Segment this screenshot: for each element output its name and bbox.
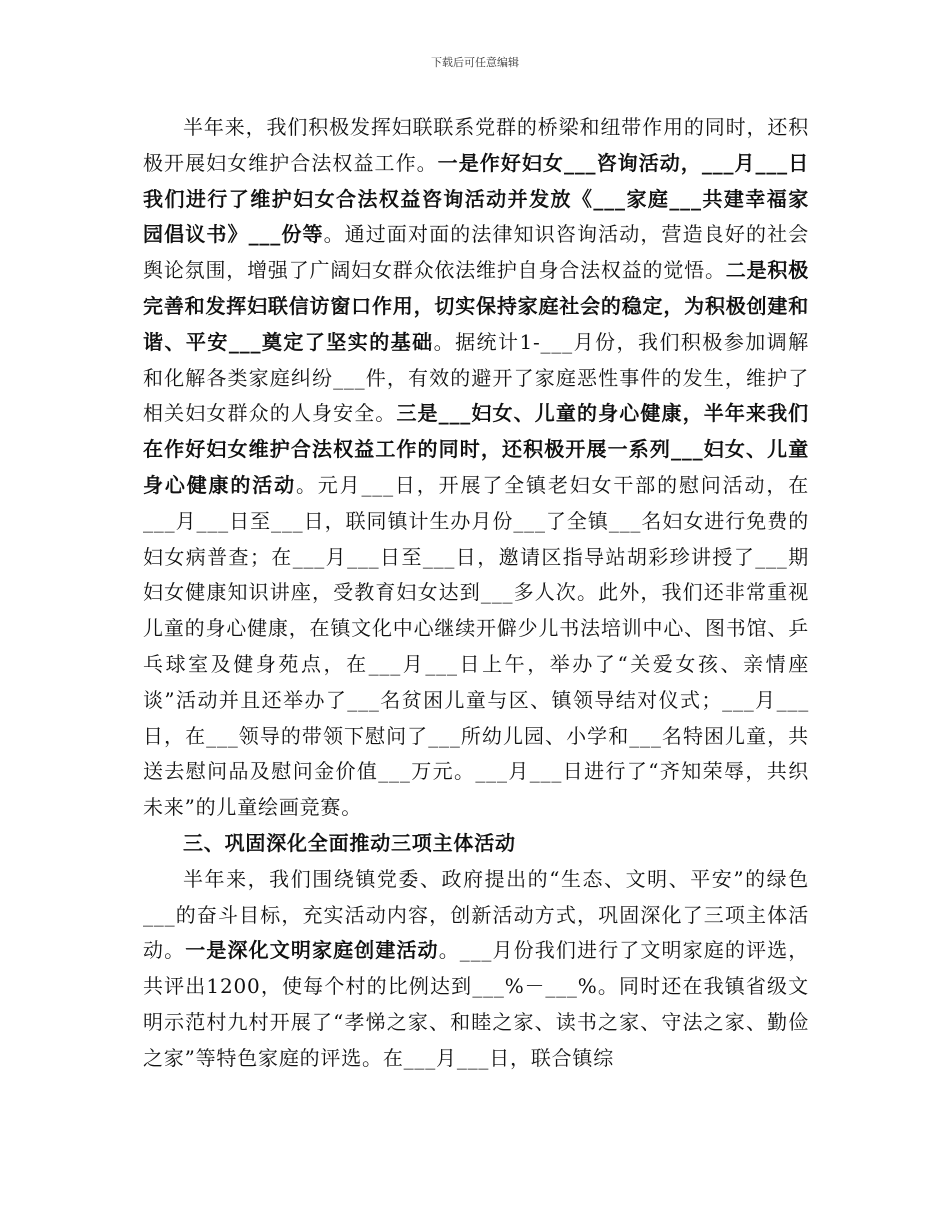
bold-point-one: 一是深化文明家庭创建活动 [185,938,439,963]
text-segment: 。___月份我们进行了文明家庭的评选，共评出1200，使每个村的比例达到___%－___%。同时还在我镇省级文明示范村九村开展了“孝悌之家、和睦之家、读书之家、守法之家、勤俭之家”等特色家庭的评选。在___月___日，联合镇综 [143,938,809,1070]
section-heading-text: 三、巩固深化全面推动三项主体活动 [183,830,516,855]
section-heading [143,826,809,862]
document-body [143,110,809,1077]
text-segment: 半年来，我们积极发挥妇联联系党群的桥梁和纽带作用的同时，还积极开展妇女维护合法权益工作。 [143,115,809,175]
text-segment: 半年来，我们围绕镇党委、政府提出的“生态、文明、平安”的绿色___的奋斗目标，充实活动内容，创新活动方式，巩固深化了三项主体活动。 [143,866,809,963]
paragraph-three-activities [143,862,809,1077]
text-segment: 。据统计1-___月份，我们积极参加调解和化解各类家庭纠纷___件，有效的避开了家庭恶性事件的发生，维护了相关妇女群众的人身安全。 [143,329,810,426]
page-header: 下载后可任意编辑 [431,56,519,69]
paragraph-women-rights [143,110,809,826]
text-segment: 。元月___日，开展了全镇老妇女干部的慰问活动，在___月___日至___日，联同镇计生办月份___了全镇___名妇女进行免费的妇女病普查；在___月___日至___日，邀请区指导站胡彩珍讲授了___期妇女健康知识讲座，受教育妇女达到___多人次。此外，我们还非常重视儿童的身心健康，在镇文化中心继续开僻少儿书法培训中心、图书馆、乒乓球室及健身苑点，在___月___日上午，举办了“关爱女孩、亲情座谈”活动并且还举办了___名贫困儿童与区、镇领导结对仪式；___月___日，在___领导的带领下慰问了___所幼儿园、小学和___名特困儿童，共送去慰问品及慰问金价值___万元。___月___日进行了“齐知荣辱，共织未来”的儿童绘画竞赛。 [143,472,809,820]
bold-point-three: 三是___妇女、儿童的身心健康，半年来我们在作好妇女维护合法权益工作的同时，还积极开展一系列___妇女、儿童身心健康的活动 [143,401,809,497]
text-segment: 。通过面对面的法律知识咨询活动，营造良好的社会舆论氛围，增强了广阔妇女群众依法维护自身合法权益的觉悟。 [143,222,809,283]
bold-point-two: 二是积极完善和发挥妇联信访窗口作用，切实保持家庭社会的稳定，为积极创建和谐、平安___奠定了坚实的基础 [143,258,810,354]
bold-point-one: 一是作好妇女___咨询活动，___月___日我们进行了维护妇女合法权益咨询活动并发放《___家庭___共建幸福家园倡议书》___份等 [143,150,809,247]
